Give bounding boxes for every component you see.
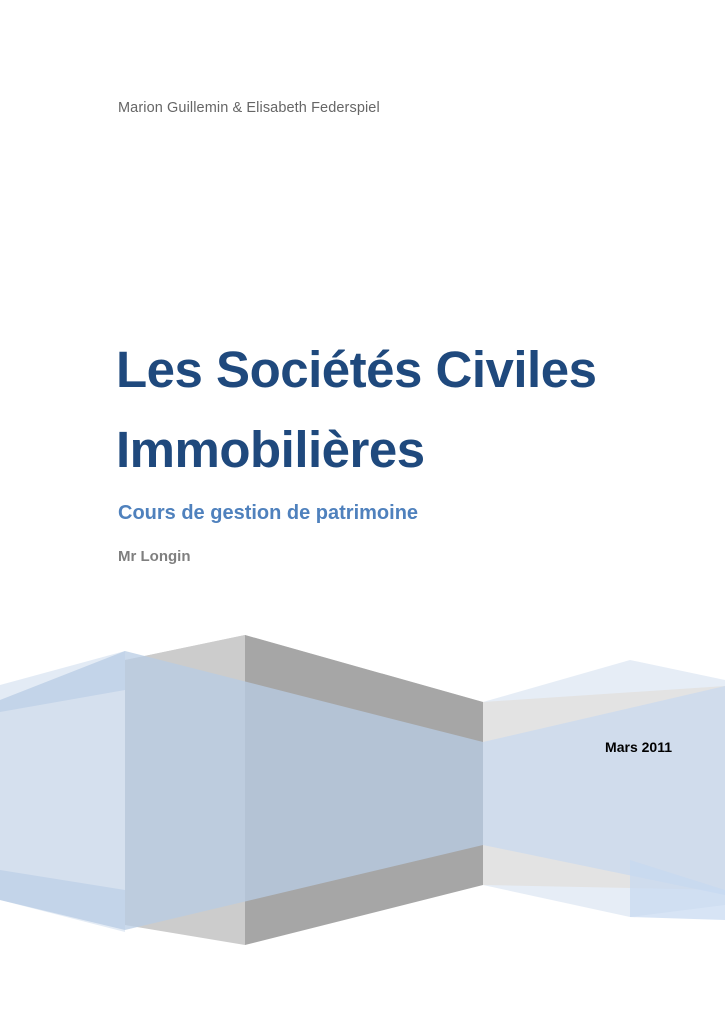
shape-front-light-left	[0, 690, 125, 890]
document-date: Mars 2011	[605, 739, 672, 755]
title-line-1: Les Sociétés Civiles	[116, 341, 597, 398]
title-line-2: Immobilières	[116, 421, 425, 478]
teacher-name: Mr Longin	[118, 548, 191, 565]
authors-line: Marion Guillemin & Elisabeth Federspiel	[118, 100, 380, 116]
document-subtitle: Cours de gestion de patrimoine	[118, 502, 419, 524]
